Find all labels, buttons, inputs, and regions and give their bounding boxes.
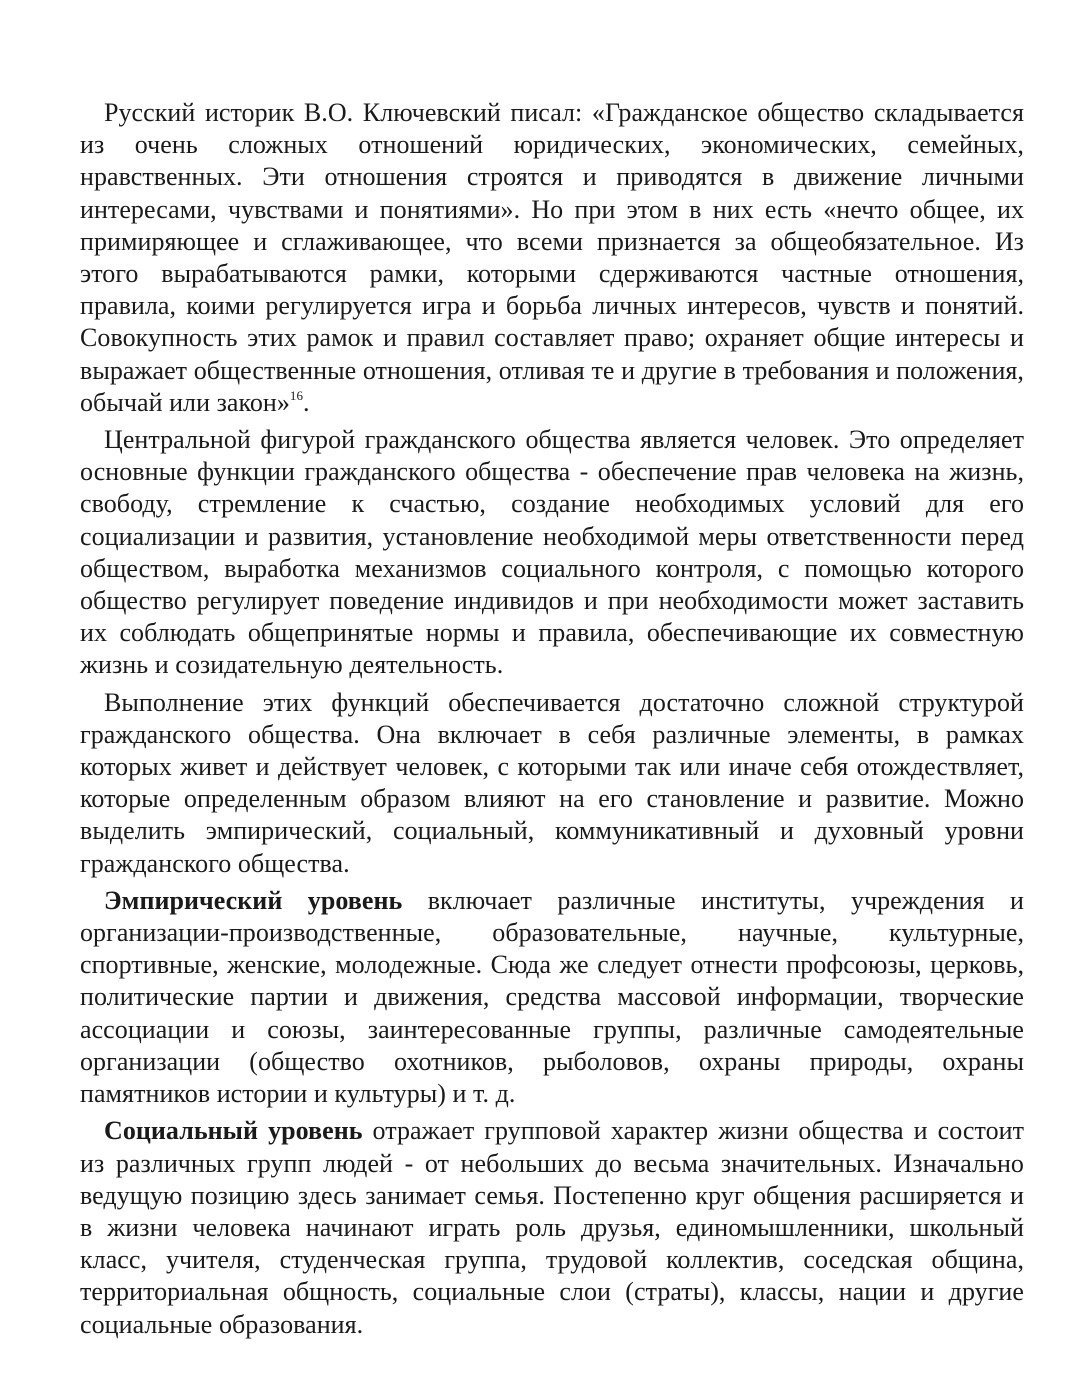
term-empirical-level: Эмпирический уровень: [104, 885, 403, 915]
footnote-marker: 16: [289, 387, 304, 403]
paragraph-structure: [80, 687, 1024, 880]
document-page: [80, 97, 1024, 1346]
paragraph-social-level: [80, 1115, 1024, 1340]
paragraph-tail: .: [303, 387, 310, 417]
paragraph-empirical-level: [80, 885, 1024, 1110]
paragraph-text: Центральной фигурой гражданского общества является человек. Это определяет основные функции гражданского общества - обеспечение прав человека на жизнь, свободу, стремление к счастью, создание необходимых условий для его социализации и развития, установление необходимой меры ответственности перед обществом, выработка механизмов социального контроля, с помощью которого общество регулирует поведение индивидов и при необходимости может заставить их соблюдать общепринятые нормы и правила, обеспечивающие их совместную жизнь и созидательную деятельность.: [80, 425, 1024, 680]
paragraph-klyuchevsky-quote: [80, 97, 1024, 419]
paragraph-text: включает различные институты, учреждения и организации-производственные, образовательные, научные, культурные, спортивные, женские, молодежные. Сюда же следует отнести профсоюзы, церковь, политические партии и движения, средства массовой информации, творческие ассоциации и союзы, заинтересованные группы, различные самодеятельные организации (общество охотников, рыболовов, охраны природы, охраны памятников истории и культуры) и т. д.: [80, 885, 1025, 1109]
term-social-level: Социальный уровень: [104, 1116, 363, 1146]
paragraph-text: Русский историк В.О. Ключевский писал: «Гражданское общество складывается из очень сложных отношений юридических, экономических, семейных, нравственных. Эти отношения строятся и приводятся в движение личными интересами, чувствами и понятиями». Но при этом в них есть «нечто общее, их примиряющее и сглаживающее, что всеми признается за общеобязательное. Из этого вырабатываются рамки, которыми сдерживаются частные отношения, правила, коими регулируется игра и борьба личных интересов, чувств и понятий. Совокупность этих рамок и правил составляет право; охраняет общие интересы и выражает общественные отношения, отливая те и другие в требования и положения, обычай или закон»: [80, 98, 1024, 417]
paragraph-text: отражает групповой характер жизни общества и состоит из различных групп людей - от небольших до весьма значительных. Изначально ведущую позицию здесь занимает семья. Постепенно круг общения расширяется и в жизни человека начинают играть роль друзья, единомышленники, школьный класс, учителя, студенческая группа, трудовой коллектив, соседская община, территориальная общность, социальные слои (страты), классы, нации и другие социальные образования.: [80, 1116, 1024, 1339]
paragraph-central-figure: [80, 424, 1024, 682]
paragraph-text: Выполнение этих функций обеспечивается достаточно сложной структурой гражданского общества. Она включает в себя различные элементы, в рамках которых живет и действует человек, с которыми так или иначе себя отождествляет, которые определенным образом влияют на его становление и развитие. Можно выделить эмпирический, социальный, коммуникативный и духовный уровни гражданского общества.: [80, 687, 1024, 878]
